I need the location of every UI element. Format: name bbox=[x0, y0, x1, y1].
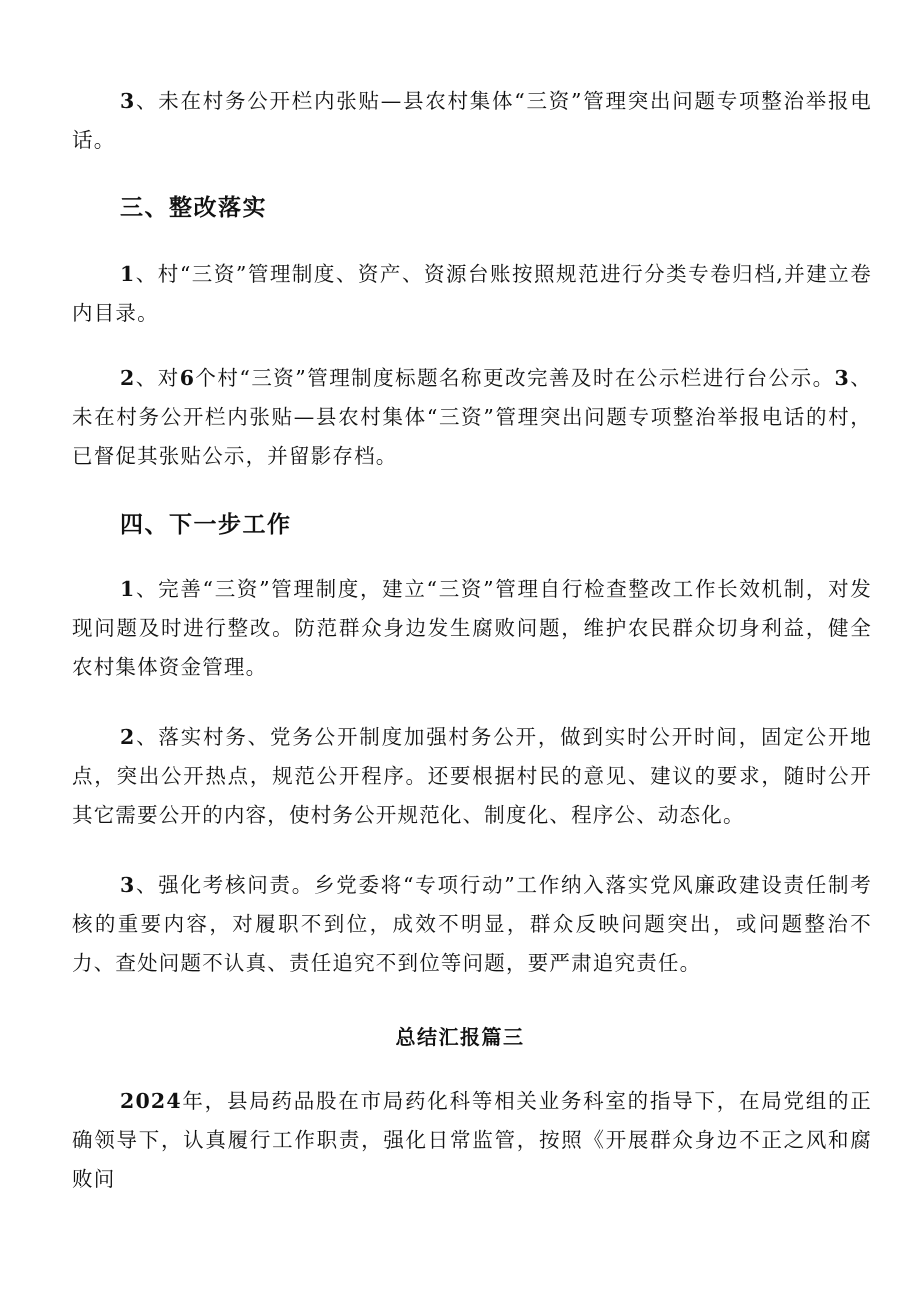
item-number: 2 bbox=[120, 366, 136, 390]
item-number: 3 bbox=[120, 873, 136, 897]
paragraph-item-1-archiving bbox=[72, 255, 872, 333]
paragraph-2024-summary bbox=[72, 1082, 872, 1199]
item-number: 1 bbox=[120, 577, 136, 601]
item-number: 3 bbox=[120, 89, 136, 113]
item-number: 3 bbox=[834, 366, 851, 390]
paragraph-item-1-management bbox=[72, 570, 872, 687]
item-number: 2 bbox=[120, 725, 136, 749]
paragraph-item-2-titles bbox=[72, 359, 872, 476]
paragraph-text: 、完善“三资”管理制度，建立“三资”管理自行检查整改工作长效机制，对发现问题及时进行整改。防范群众身边发生腐败问题，维护农民群众切身利益，健全农村集体资金管理。 bbox=[72, 577, 872, 679]
paragraph-item-2-openness bbox=[72, 718, 872, 835]
item-number: 1 bbox=[120, 262, 136, 286]
paragraph-item-3-accountability bbox=[72, 866, 872, 983]
paragraph-text: 、落实村务、党务公开制度加强村务公开，做到实时公开时间，固定公开地点，突出公开热点，规范公开程序。还要根据村民的意见、建议的要求，随时公开其它需要公开的内容，使村务公开规范化、制度化、程序公、动态化。 bbox=[72, 725, 872, 827]
paragraph-text: 个村“三资”管理制度标题名称更改完善及时在公示栏进行台公示。 bbox=[195, 366, 835, 390]
paragraph-text: 年，县局药品股在市局药化科等相关业务科室的指导下，在局党组的正确领导下，认真履行工作职责，强化日常监管，按照《开展群众身边不正之风和腐败问 bbox=[72, 1089, 872, 1191]
paragraph-text: 、未在村务公开栏内张贴—县农村集体“三资”管理突出问题专项整治举报电话。 bbox=[72, 89, 872, 152]
year-number: 2024 bbox=[120, 1089, 182, 1113]
section-heading-rectification: 三、整改落实 bbox=[120, 194, 267, 221]
paragraph-text: 、对 bbox=[135, 366, 180, 390]
paragraph-text: 、未在村务公开栏内张贴—县农村集体“三资”管理突出问题专项整治举报电话的村，已督促其张贴公示，并留影存档。 bbox=[72, 366, 872, 468]
village-count: 6 bbox=[179, 366, 196, 390]
paragraph-item-3-report-phone bbox=[72, 82, 872, 160]
paragraph-text: 、强化考核问责。乡党委将“专项行动”工作纳入落实党风廉政建设责任制考核的重要内容，对履职不到位，成效不明显，群众反映问题突出，或问题整治不力、查处问题不认真、责任追究不到位等问题，要严肃追究责任。 bbox=[72, 873, 872, 975]
section-heading-next-steps: 四、下一步工作 bbox=[120, 511, 292, 538]
section-title: 总结汇报篇三 bbox=[395, 1025, 525, 1049]
paragraph-text: 、村“三资”管理制度、资产、资源台账按照规范进行分类专卷归档,并建立卷内目录。 bbox=[72, 262, 872, 325]
